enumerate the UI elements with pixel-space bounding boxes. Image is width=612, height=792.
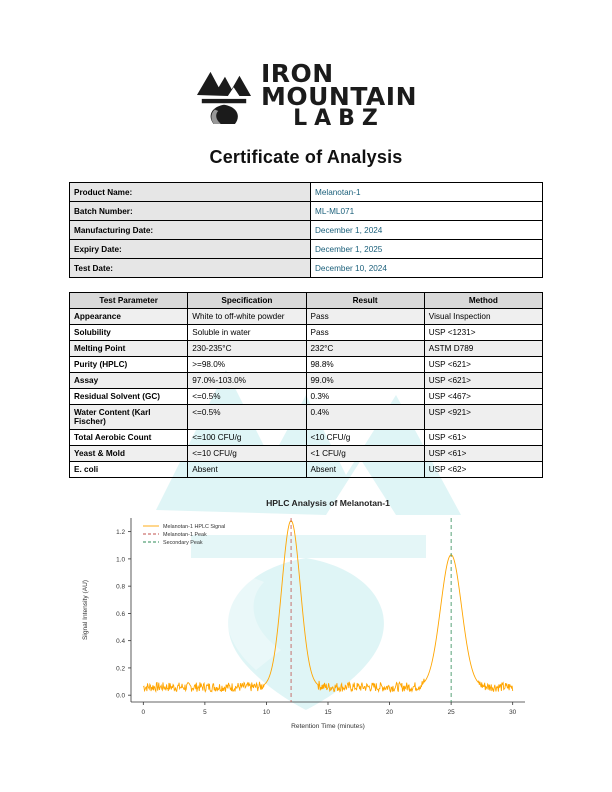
x-tick-label: 20: [386, 709, 394, 717]
test-parameter-cell: Total Aerobic Count: [70, 430, 188, 446]
y-tick-label: 0.8: [116, 583, 125, 591]
info-row: [70, 221, 543, 240]
table-cell: USP <1231>: [424, 325, 542, 341]
x-tick-label: 10: [262, 709, 270, 717]
info-label: Manufacturing Date:: [70, 221, 311, 240]
x-tick-label: 25: [447, 709, 455, 717]
table-cell: USP <61>: [424, 446, 542, 462]
brand-line-2: MOUNTAIN: [260, 82, 418, 111]
table-cell: USP <621>: [424, 357, 542, 373]
test-parameter-cell: Water Content (Karl Fischer): [70, 405, 188, 430]
table-cell: <=100 CFU/g: [188, 430, 306, 446]
y-tick-label: 0.2: [116, 665, 125, 673]
table-cell: USP <467>: [424, 389, 542, 405]
y-tick-label: 1.2: [116, 529, 125, 537]
info-value: Melanotan-1: [311, 183, 543, 202]
y-tick-label: 1.0: [116, 556, 125, 564]
table-cell: 0.4%: [306, 405, 424, 430]
info-row: [70, 259, 543, 278]
table-row: [70, 405, 543, 430]
table-cell: USP <621>: [424, 373, 542, 389]
table-cell: 230-235°C: [188, 341, 306, 357]
table-cell: Visual Inspection: [424, 309, 542, 325]
mountain-logo-icon: [195, 68, 253, 124]
test-parameter-cell: Purity (HPLC): [70, 357, 188, 373]
brand-line-3: LABZ: [293, 106, 385, 131]
results-header-row: [70, 293, 543, 309]
page-title: Certificate of Analysis: [209, 147, 403, 168]
table-row: [70, 357, 543, 373]
brand-logo: [0, 0, 612, 129]
table-row: [70, 341, 543, 357]
test-parameter-cell: Residual Solvent (GC): [70, 389, 188, 405]
x-tick-label: 15: [324, 709, 332, 717]
table-cell: White to off-white powder: [188, 309, 306, 325]
info-row: [70, 183, 543, 202]
legend-label: Secondary Peak: [163, 540, 203, 547]
info-value: December 1, 2024: [311, 221, 543, 240]
table-row: [70, 309, 543, 325]
table-row: [70, 430, 543, 446]
table-cell: USP <62>: [424, 462, 542, 478]
y-axis-label: Signal Intensity (AU): [82, 580, 89, 641]
table-row: [70, 373, 543, 389]
chart-title: HPLC Analysis of Melanotan-1: [266, 498, 390, 509]
y-tick-label: 0.4: [116, 638, 125, 646]
y-tick-label: 0.6: [116, 611, 125, 619]
info-value: ML-ML071: [311, 202, 543, 221]
info-label: Product Name:: [70, 183, 311, 202]
table-cell: 97.0%-103.0%: [188, 373, 306, 389]
column-header: Specification: [188, 293, 306, 309]
x-tick-label: 0: [141, 709, 146, 717]
hplc-chart: [69, 490, 543, 740]
y-tick-label: 0.0: [116, 692, 125, 700]
table-cell: 232°C: [306, 341, 424, 357]
x-tick-label: 5: [203, 709, 207, 717]
table-cell: Soluble in water: [188, 325, 306, 341]
table-cell: Pass: [306, 325, 424, 341]
table-cell: <=0.5%: [188, 389, 306, 405]
test-parameter-cell: Solubility: [70, 325, 188, 341]
info-value: December 10, 2024: [311, 259, 543, 278]
column-header: Result: [306, 293, 424, 309]
table-cell: <=0.5%: [188, 405, 306, 430]
product-info-table: [69, 182, 543, 278]
info-value: December 1, 2025: [311, 240, 543, 259]
table-row: [70, 325, 543, 341]
table-cell: <=10 CFU/g: [188, 446, 306, 462]
test-results-table: [69, 292, 543, 478]
table-row: [70, 462, 543, 478]
table-cell: USP <921>: [424, 405, 542, 430]
test-parameter-cell: E. coli: [70, 462, 188, 478]
brand-line-1: IRON: [260, 59, 334, 88]
signal-trace: [143, 521, 512, 692]
table-row: [70, 446, 543, 462]
table-cell: USP <61>: [424, 430, 542, 446]
test-parameter-cell: Melting Point: [70, 341, 188, 357]
info-label: Test Date:: [70, 259, 311, 278]
x-tick-label: 30: [509, 709, 517, 717]
info-row: [70, 202, 543, 221]
table-cell: Absent: [306, 462, 424, 478]
table-cell: ASTM D789: [424, 341, 542, 357]
legend-label: Melanotan-1 Peak: [163, 532, 207, 539]
table-cell: >=98.0%: [188, 357, 306, 373]
table-cell: 0.3%: [306, 389, 424, 405]
table-cell: 98.8%: [306, 357, 424, 373]
table-cell: Absent: [188, 462, 306, 478]
legend-label: Melanotan-1 HPLC Signal: [163, 524, 226, 531]
table-row: [70, 389, 543, 405]
x-axis-label: Retention Time (minutes): [291, 723, 365, 731]
table-cell: Pass: [306, 309, 424, 325]
info-row: [70, 240, 543, 259]
test-parameter-cell: Assay: [70, 373, 188, 389]
table-cell: 99.0%: [306, 373, 424, 389]
test-parameter-cell: Appearance: [70, 309, 188, 325]
info-label: Expiry Date:: [70, 240, 311, 259]
test-parameter-cell: Yeast & Mold: [70, 446, 188, 462]
table-cell: <10 CFU/g: [306, 430, 424, 446]
table-cell: <1 CFU/g: [306, 446, 424, 462]
column-header: Test Parameter: [70, 293, 188, 309]
info-label: Batch Number:: [70, 202, 311, 221]
column-header: Method: [424, 293, 542, 309]
